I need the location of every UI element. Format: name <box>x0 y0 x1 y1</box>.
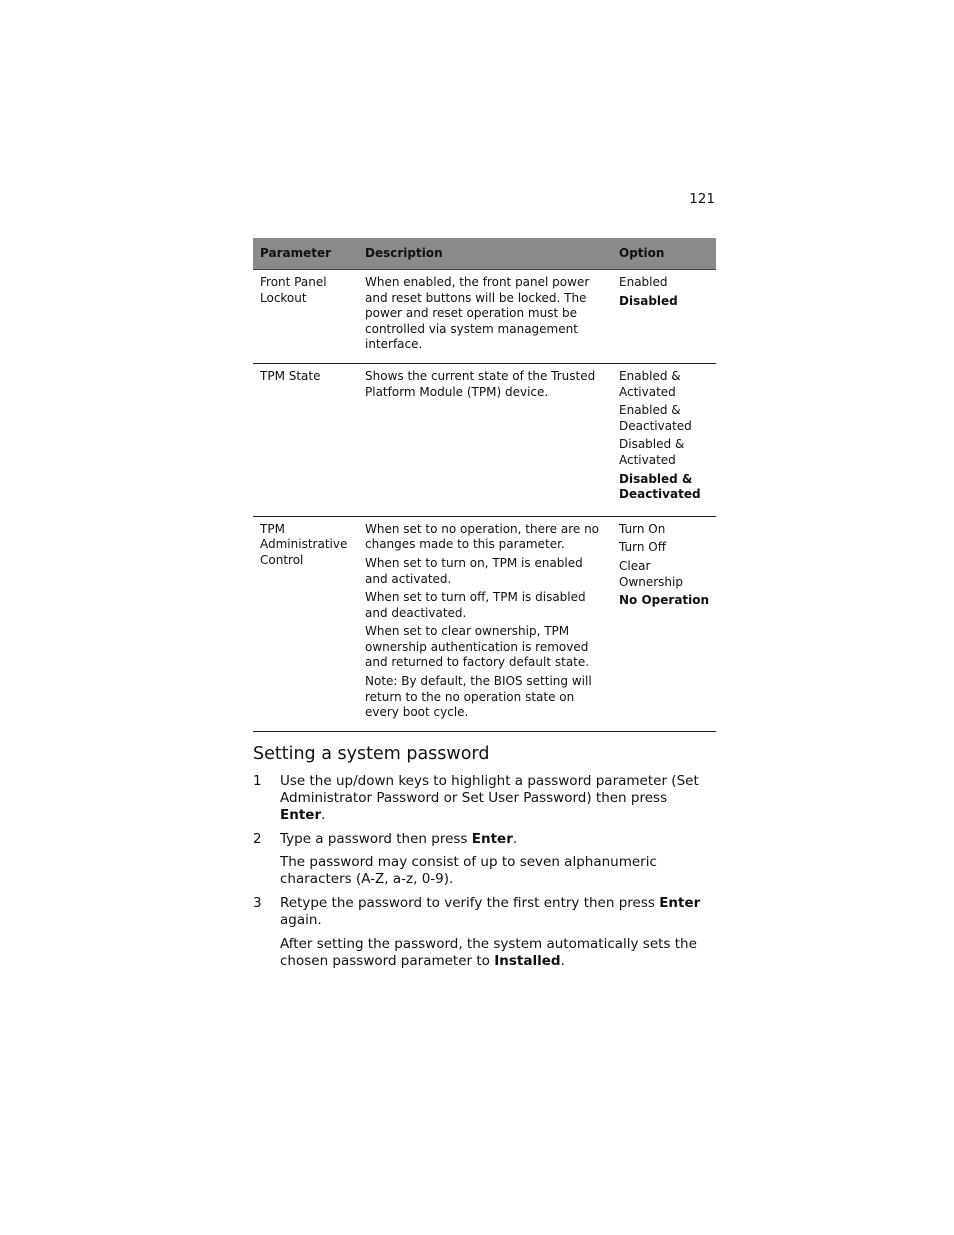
option-item: Turn Off <box>619 540 666 555</box>
section-heading: Setting a system password <box>253 744 490 764</box>
option-item: Enabled & Activated <box>619 368 681 399</box>
description-paragraph: Note: By default, the BIOS setting will return to the no operation state on every boot cycle. <box>365 674 592 720</box>
step-key: Enter <box>659 895 701 912</box>
steps-list <box>253 773 716 977</box>
parameter-cell: TPM Administrative Control <box>253 516 358 731</box>
step-item <box>253 895 716 929</box>
step-note <box>280 936 716 970</box>
description-cell <box>358 516 612 731</box>
header-description: Description <box>358 238 612 270</box>
note-text-after: . <box>560 952 565 969</box>
default-option: Disabled <box>619 293 678 308</box>
option-item: Enabled <box>619 275 668 289</box>
option-cell <box>612 516 716 731</box>
description-paragraph: When set to turn on, TPM is enabled and activated. <box>365 555 583 586</box>
step-text <box>280 831 716 848</box>
table-header <box>253 238 716 270</box>
option-item: Enabled & Deactivated <box>619 403 692 433</box>
description-paragraph: Shows the current state of the Trusted Platform Module (TPM) device. <box>365 368 596 399</box>
step-number: 2 <box>253 830 262 847</box>
step-item <box>253 831 716 848</box>
description-cell <box>358 270 612 364</box>
step-text <box>280 773 716 825</box>
bios-parameter-table <box>253 238 716 732</box>
step-text-before: Use the up/down keys to highlight a password parameter (Set Administrator Password or Set User Password) then press <box>280 773 699 807</box>
step-text-after: again. <box>280 912 322 929</box>
step-text-before: Type a password then press <box>280 830 472 847</box>
page-number: 121 <box>689 191 715 207</box>
step-key: Enter <box>471 830 513 847</box>
default-option: Disabled & Deactivated <box>619 471 701 502</box>
option-cell <box>612 363 716 516</box>
description-cell <box>358 363 612 516</box>
step-note <box>280 854 716 888</box>
description-paragraph: When set to turn off, TPM is disabled and deactivated. <box>365 590 586 620</box>
step-number: 1 <box>253 773 262 789</box>
table-row <box>253 363 716 516</box>
option-item: Disabled & Activated <box>619 437 685 467</box>
header-option: Option <box>612 238 716 270</box>
description-paragraph: When set to clear ownership, TPM ownership authentication is removed and returned to factory default state. <box>365 624 590 670</box>
step-number: 3 <box>253 895 262 912</box>
option-item: Clear Ownership <box>619 558 683 589</box>
step-text-after: . <box>321 807 326 824</box>
header-parameter: Parameter <box>253 238 358 270</box>
table-row <box>253 516 716 731</box>
description-paragraph: When set to no operation, there are no changes made to this parameter. <box>365 521 600 552</box>
option-cell <box>612 270 716 364</box>
step-text-before: Retype the password to verify the first entry then press <box>280 895 660 912</box>
step-key: Enter <box>280 807 322 824</box>
default-option: No Operation <box>619 593 710 608</box>
step-text <box>280 895 716 929</box>
step-item <box>253 773 716 825</box>
table-row <box>253 270 716 364</box>
step-text-after: . <box>512 830 518 847</box>
table-body <box>253 270 716 732</box>
note-text-before: The password may consist of up to seven alphanumeric characters (A-Z, a-z, 0-9). <box>280 853 657 888</box>
option-item: Turn On <box>619 521 666 536</box>
parameter-cell: Front Panel Lockout <box>253 270 358 364</box>
note-text-before: After setting the password, the system automatically sets the chosen password parameter to <box>280 935 697 969</box>
description-paragraph: When enabled, the front panel power and reset buttons will be locked. The power and reset operation must be controlled via system management interface. <box>365 275 590 352</box>
note-bold: Installed <box>494 952 561 969</box>
parameter-cell: TPM State <box>253 363 358 516</box>
